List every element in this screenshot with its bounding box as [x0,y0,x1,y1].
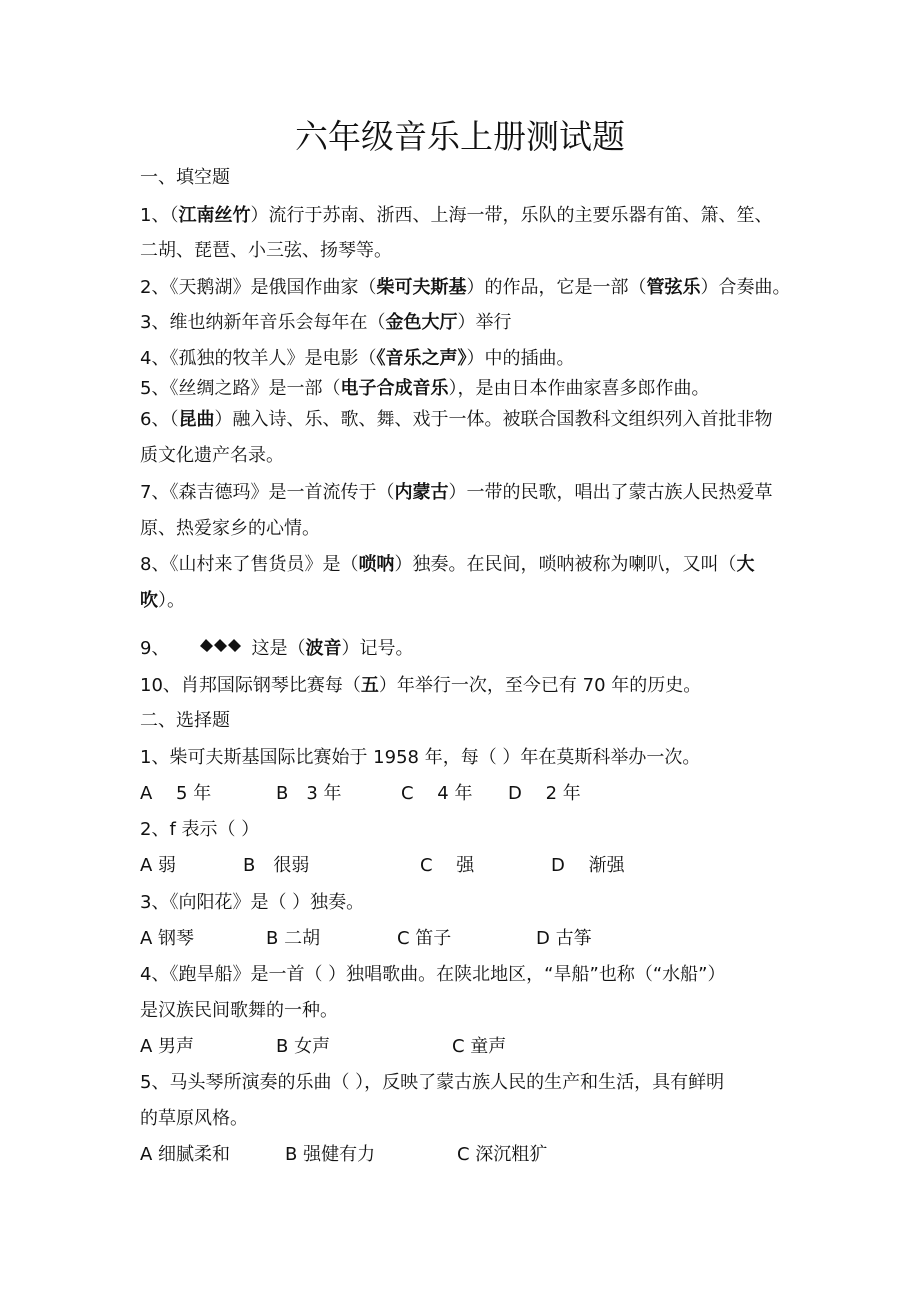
choice-1-option-c: C 4 年 [401,783,473,804]
choice-4-option-c: C 童声 [452,1036,507,1057]
question-2: 2、《天鹅湖》是俄国作曲家（柴可夫斯基）的作品，它是一部（管弦乐）合奏曲。 [140,277,791,298]
answer-8b-part-2: 吹 [140,590,158,611]
question-1-line-2: 二胡、琵琶、小三弦、扬琴等。 [140,240,392,261]
page-title: 六年级音乐上册测试题 [295,117,625,156]
choice-5-option-b: B 强健有力 [285,1144,376,1165]
choice-question-5-line-2: 的草原风格。 [140,1108,248,1129]
choice-4-option-a: A 男声 [140,1036,195,1057]
choice-question-1: 1、柴可夫斯基国际比赛始于 1958 年，每（ ）年在莫斯科举办一次。 [140,747,701,768]
answer-10: 五 [360,675,379,696]
question-8-line-2: 吹）。 [140,590,185,611]
answer-1: 江南丝竹 [178,205,251,226]
choice-question-4-line-1: 4、《跑旱船》是一首（ ）独唱歌曲。在陕北地区，“旱船”也称（“水船”） [140,964,726,985]
section-heading-multiple-choice: 二、选择题 [140,710,230,731]
choice-question-3: 3、《向阳花》是（ ）独奏。 [140,892,365,913]
choice-1-option-b: B 3 年 [276,783,342,804]
question-5: 5、《丝绸之路》是一部（电子合成音乐），是由日本作曲家喜多郎作曲。 [140,378,710,399]
choice-1-option-d: D 2 年 [508,783,581,804]
choice-question-5-line-1: 5、马头琴所演奏的乐曲（ ），反映了蒙古族人民的生产和生活，具有鲜明 [140,1072,725,1093]
choice-3-option-b: B 二胡 [266,928,321,949]
question-6-line-1: 6、（昆曲）融入诗、乐、歌、舞、戏于一体。被联合国教科文组织列入首批非物 [140,409,773,430]
choice-2-option-a: A 弱 [140,855,177,876]
answer-5: 电子合成音乐 [340,378,449,399]
choice-5-option-a: A 细腻柔和 [140,1144,231,1165]
question-3: 3、维也纳新年音乐会每年在（金色大厅）举行 [140,312,512,333]
answer-8b-part-1: 大 [736,554,755,575]
mordent-symbol-icon [199,636,243,656]
choice-2-option-b: B 很弱 [243,855,310,876]
question-1-line-1: 1、（江南丝竹）流行于苏南、浙西、上海一带，乐队的主要乐器有笛、箫、笙、 [140,205,773,226]
choice-question-2: 2、f 表示（ ） [140,819,260,840]
answer-6: 昆曲 [178,409,215,430]
choice-question-4-line-2: 是汉族民间歌舞的一种。 [140,1000,338,1021]
answer-8a: 唢呐 [358,554,395,575]
question-6-line-2: 质文化遗产名录。 [140,445,284,466]
question-7-line-1: 7、《森吉德玛》是一首流传于（内蒙古）一带的民歌，唱出了蒙古族人民热爱草 [140,482,773,503]
question-7-line-2: 原、热爱家乡的心情。 [140,518,320,539]
choice-2-option-c: C 强 [420,855,475,876]
choice-3-option-a: A 钢琴 [140,928,195,949]
section-heading-fill-in: 一、填空题 [140,167,230,188]
question-4: 4、《孤独的牧羊人》是电影（《音乐之声》）中的插曲。 [140,348,575,369]
question-8-line-1: 8、《山村来了售货员》是（唢呐）独奏。在民间，唢呐被称为喇叭，又叫（大 [140,554,755,575]
answer-3: 金色大厅 [385,312,458,333]
question-9: 9、 这是（波音）记号。 [140,638,414,659]
choice-4-option-b: B 女声 [276,1036,331,1057]
answer-2a: 柴可夫斯基 [376,277,467,298]
choice-3-option-c: C 笛子 [397,928,452,949]
choice-3-option-d: D 古筝 [536,928,592,949]
answer-4: 《音乐之声》 [376,348,467,369]
choice-5-option-c: C 深沉粗犷 [457,1144,548,1165]
answer-9: 波音 [305,638,342,659]
choice-2-option-d: D 渐强 [551,855,625,876]
answer-7: 内蒙古 [394,482,449,503]
choice-1-option-a: A 5 年 [140,783,212,804]
answer-2b: 管弦乐 [646,277,701,298]
question-10: 10、肖邦国际钢琴比赛每（五）年举行一次，至今已有 70 年的历史。 [140,675,702,696]
